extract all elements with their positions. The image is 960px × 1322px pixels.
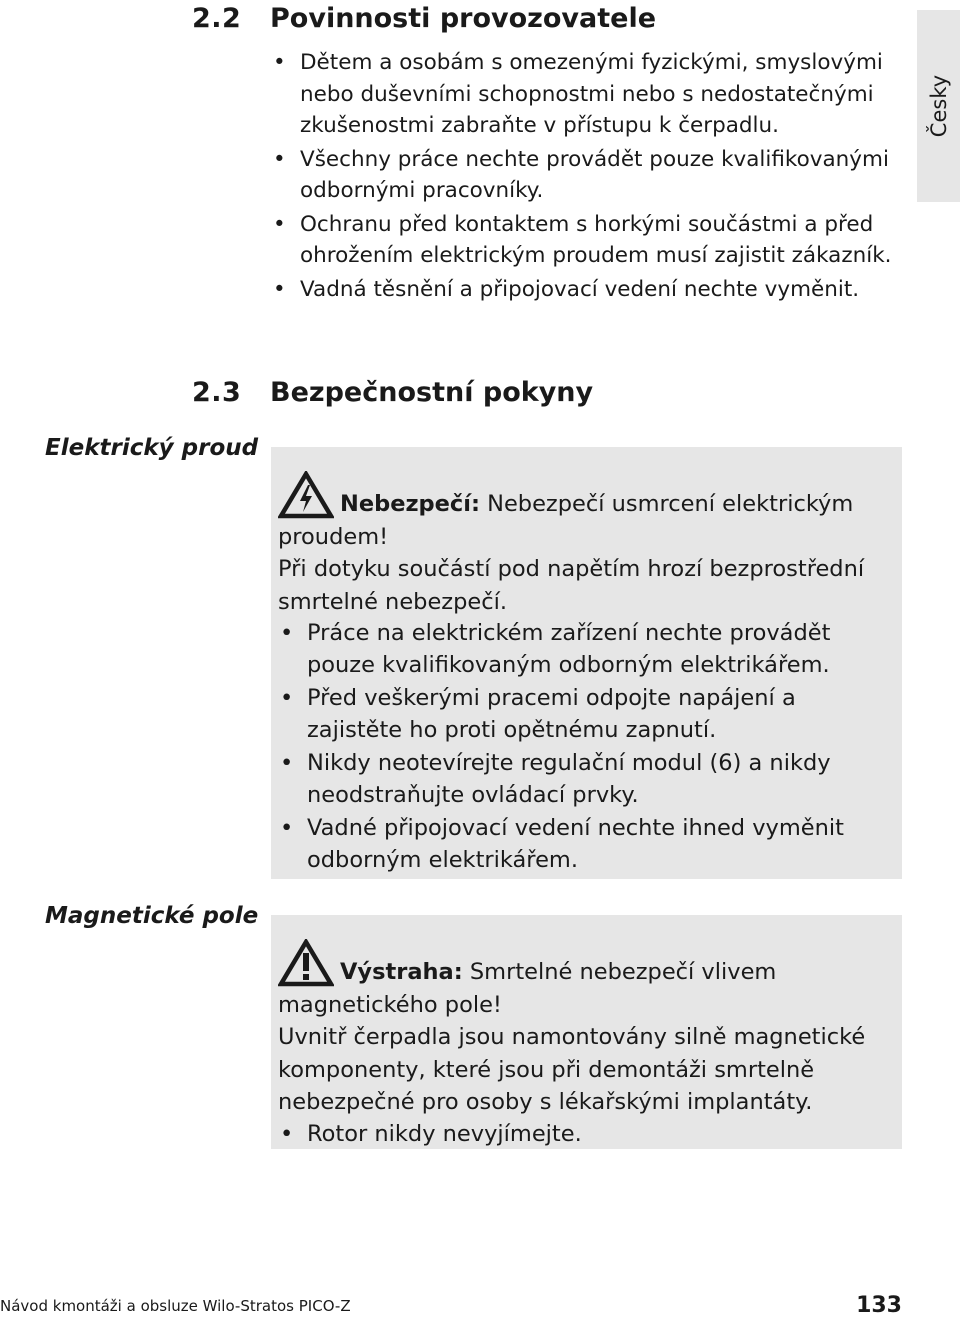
operator-duties-list <box>270 47 910 307</box>
bullet-icon: • <box>273 211 286 237</box>
language-tab <box>917 10 960 202</box>
list-item: • Před veškerými pracemi odpojte napájení a zajistěte ho proti opětnému zapnutí. <box>280 685 796 743</box>
bullet-icon: • <box>273 276 286 302</box>
list-item: • Všechny práce nechte provádět pouze kvalifikovanými odbornými pracovníky. <box>270 144 910 207</box>
list-item: • Nikdy neotevírejte regulační modul (6) a nikdy neodstraňujte ovládací prvky. <box>280 750 831 808</box>
footer-document-title: Návod kmontáži a obsluze Wilo-Stratos PICO-Z <box>0 1297 351 1315</box>
danger-headline: Nebezpečí usmrcení elektrickým proudem! <box>278 491 854 550</box>
list-item: • Dětem a osobám s omezenými fyzickými, smyslovými nebo duševními schopnostmi nebo s nedostatečnými zkušenostmi zabraňte v přístupu k čerpadlu. <box>270 47 910 142</box>
warning-keyword: Výstraha: <box>340 959 463 985</box>
danger-note-box <box>271 447 902 879</box>
list-item: • Ochranu před kontaktem s horkými součástmi a před ohrožením elektrickým proudem musí zajistit zákazník. <box>270 209 910 272</box>
bullet-icon: • <box>273 146 286 172</box>
bullet-icon: • <box>273 50 286 75</box>
danger-text: Při dotyku součástí pod napětím hrozí bezprostřední smrtelné nebezpečí. <box>278 556 865 615</box>
warning-note-box <box>271 915 902 1149</box>
list-item: • Vadné připojovací vedení nechte ihned vyměnit odborným elektrikářem. <box>280 815 844 873</box>
margin-label-magnetic: Magnetické pole <box>45 903 259 929</box>
electric-hazard-icon <box>278 471 334 519</box>
section-title-operator-duties: Povinnosti provozovatele <box>270 3 657 34</box>
bullet-icon: • <box>280 1120 294 1147</box>
warning-measures-list <box>278 1119 892 1151</box>
bullet-icon: • <box>280 685 294 711</box>
warning-headline: Smrtelné nebezpečí vlivem magnetického pole! <box>278 959 777 1018</box>
language-label: Česky <box>926 74 951 138</box>
danger-measures-list <box>278 618 892 876</box>
list-item: • Rotor nikdy nevyjímejte. <box>278 1119 892 1151</box>
section-number-2-3: 2.3 <box>192 377 242 408</box>
section-title-safety-instructions: Bezpečnostní pokyny <box>270 377 594 408</box>
warning-text: Uvnitř čerpadla jsou namontovány silně magnetické komponenty, které jsou při demontáži smrtelně nebezpečné pro osoby s lékařskými implantáty. <box>278 1024 866 1115</box>
section-number-2-2: 2.2 <box>192 3 242 34</box>
list-item: • Vadná těsnění a připojovací vedení nechte vyměnit. <box>270 274 910 306</box>
warning-icon <box>278 939 334 987</box>
bullet-icon: • <box>280 620 294 646</box>
danger-keyword: Nebezpečí: <box>340 491 480 517</box>
margin-label-electric: Elektrický proud <box>45 435 259 461</box>
list-item: • Práce na elektrickém zařízení nechte provádět pouze kvalifikovaným odborným elektrikářem. <box>280 620 831 678</box>
page-number: 133 <box>856 1293 902 1318</box>
bullet-icon: • <box>280 750 294 776</box>
bullet-icon: • <box>280 815 294 841</box>
